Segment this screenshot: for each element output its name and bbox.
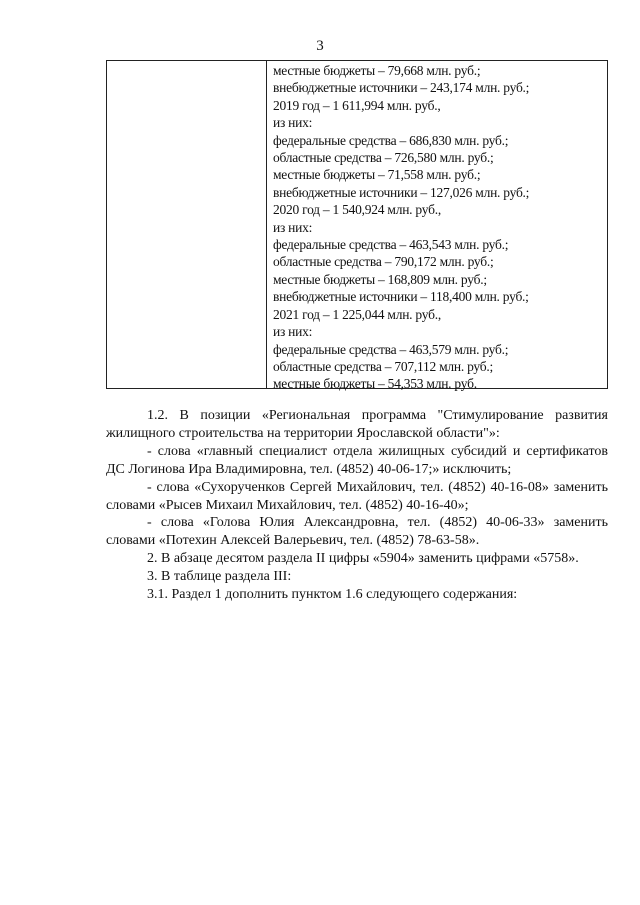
table-line: областные средства – 707,112 млн. руб.;: [273, 358, 493, 374]
table-line: федеральные средства – 686,830 млн. руб.;: [273, 132, 509, 148]
paragraph: 2. В абзаце десятом раздела II цифры «5904» заменить цифрами «5758».: [147, 551, 579, 567]
table-line: 2020 год – 1 540,924 млн. руб.,: [273, 202, 441, 218]
paragraph: 1.2. В позиции «Региональная программа "Стимулирование развития жилищного строительства на территории Ярославской области"»:: [106, 408, 608, 441]
paragraph: - слова «Голова Юлия Александровна, тел. (4852) 40-06-33» заменить словами «Потехин Алексей Валерьевич, тел. (4852) 78-63-58».: [106, 515, 608, 549]
page-number: 3: [316, 38, 324, 54]
table-line: из них:: [273, 324, 313, 340]
table-line: федеральные средства – 463,543 млн. руб.;: [273, 237, 509, 253]
table-line: из них:: [273, 115, 313, 131]
table-left-cell: [107, 61, 267, 388]
table-line: федеральные средства – 463,579 млн. руб.;: [273, 341, 509, 357]
table-line: 2021 год – 1 225,044 млн. руб.,: [273, 306, 441, 322]
table-line: местные бюджеты – 54,353 млн. руб.: [273, 376, 477, 392]
table-line: из них:: [273, 219, 313, 235]
table-line: внебюджетные источники – 243,174 млн. руб.;: [273, 80, 530, 96]
table-line: местные бюджеты – 71,558 млн. руб.;: [273, 167, 481, 183]
table-line: местные бюджеты – 168,809 млн. руб.;: [273, 271, 487, 287]
paragraph: - слова «главный специалист отдела жилищных субсидий и сертификатов ДС Логинова Ира Владимировна, тел. (4852) 40-06-17;» исключить;: [106, 443, 608, 477]
table-line: областные средства – 790,172 млн. руб.;: [273, 254, 494, 270]
paragraph: - слова «Сухорученков Сергей Михайлович, тел. (4852) 40-16-08» заменить словами «Рысев Михаил Михайлович, тел. (4852) 40-16-40»;: [106, 479, 608, 513]
table-line: 2019 год – 1 611,994 млн. руб.,: [273, 97, 441, 113]
budget-table: [106, 60, 608, 392]
paragraph: 3. В таблице раздела III:: [147, 569, 292, 585]
paragraph: 3.1. Раздел 1 дополнить пунктом 1.6 следующего содержания:: [147, 587, 518, 603]
table-line: местные бюджеты – 79,668 млн. руб.;: [273, 63, 481, 78]
document-body: [106, 407, 608, 604]
table-line: внебюджетные источники – 118,400 млн. руб.;: [273, 289, 529, 305]
table-line: областные средства – 726,580 млн. руб.;: [273, 150, 494, 166]
table-right-cell: [273, 62, 603, 393]
table-line: внебюджетные источники – 127,026 млн. руб.;: [273, 184, 530, 200]
